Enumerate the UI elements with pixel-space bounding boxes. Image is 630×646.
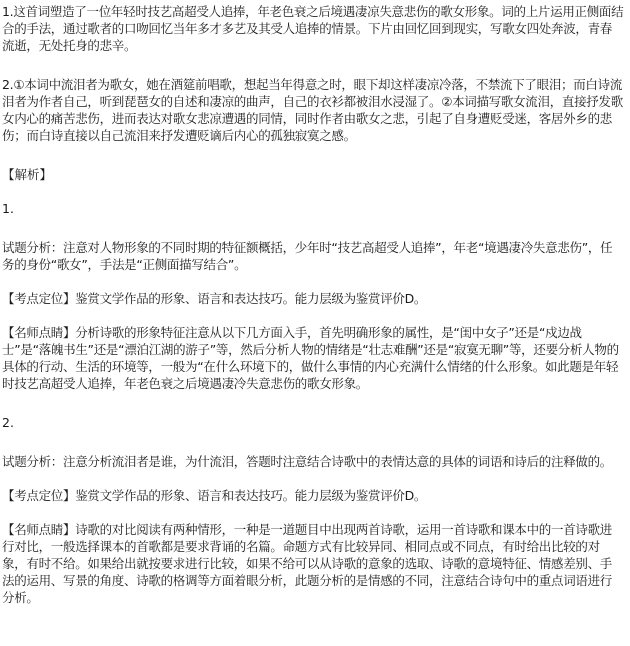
- question-2-exam-point: 【考点定位】鉴赏文学作品的形象、语言和表达技巧。能力层级为鉴赏评价D。: [2, 488, 427, 503]
- question-1-number: 1.: [2, 201, 14, 216]
- question-2-number: 2.: [2, 415, 14, 430]
- question-2-analysis: 试题分析：注意分析流泪者是谁，为什流泪，答题时注意结合诗歌中的表情达意的具体的词语和诗后的注释做的。: [2, 454, 613, 469]
- question-2-teacher-tip: 【名师点睛】诗歌的对比阅读有两种情形，一种是一道题目中出现两首诗歌，运用一首诗歌和课本中的一首诗歌进行对比，一般选择课本的首歌都是要求背诵的名篇。命题方式有比较异同、相同点或不同点，有时给出比较的对象，有时不给。如果给出就按要求进行比较，如果不给可以从诗歌的意象的选取、诗歌的意境特征、情感差别、手法的运用、写景的角度、诗歌的格调等方面着眼分析，此题分析的是情感的不同，注意结合诗句中的重点词语进行分析。: [2, 522, 613, 605]
- answer-paragraph-1: 1.这首词塑造了一位年轻时技艺高超受人追捧，年老色衰之后境遇凄凉失意悲伤的歌女形象。词的上片运用正侧面结合的手法，通过歌者的口吻回忆当年多才多艺及其受人追捧的情景。下片由回忆回到现实，写歌女四处奔波，青春流逝，无处托身的悲辛。: [2, 4, 624, 53]
- analysis-heading: 【解析】: [2, 167, 53, 182]
- question-1-exam-point: 【考点定位】鉴赏文学作品的形象、语言和表达技巧。能力层级为鉴赏评价D。: [2, 291, 427, 306]
- question-1-analysis: 试题分析：注意对人物形象的不同时期的特征额概括，少年时“技艺高超受人追捧”，年老“境遇凄冷失意悲伤”，任务的身份“歌女”，手法是“正侧面描写结合”。: [2, 240, 613, 272]
- question-1-teacher-tip: 【名师点睛】分析诗歌的形象特征注意从以下几方面入手，首先明确形象的属性，是“闺中女子”还是“戍边战士”是“落魄书生”还是“漂泊江湖的游子”等，然后分析人物的情绪是“壮志难酬”还是“寂寞无聊”等，还要分析人物的具体的行动、生活的环境等，一般为“在什么环境下的，做什么事情的内心充满什么情绪的什么形象。如此题是年轻时技艺高超受人追捧，年老色衰之后境遇凄冷失意悲伤的歌女形象。: [2, 325, 619, 391]
- answer-paragraph-2: 2.①本词中流泪者为歌女，她在酒筵前唱歌，想起当年得意之时，眼下却这样凄凉冷落，不禁流下了眼泪；而白诗流泪者为作者自己，听到琵琶女的自述和凄凉的曲声，自己的衣衫都被泪水浸湿了。②本词描写歌女流泪，直接抒发歌女内心的痛苦悲伤，进而表达对歌女悲凉遭遇的同情，同时作者由歌女之悲，引起了自身遭贬受迷，客居外乡的悲伤；而白诗直接以自己流泪来抒发遭贬谪后内心的孤独寂寞之感。: [2, 77, 623, 143]
